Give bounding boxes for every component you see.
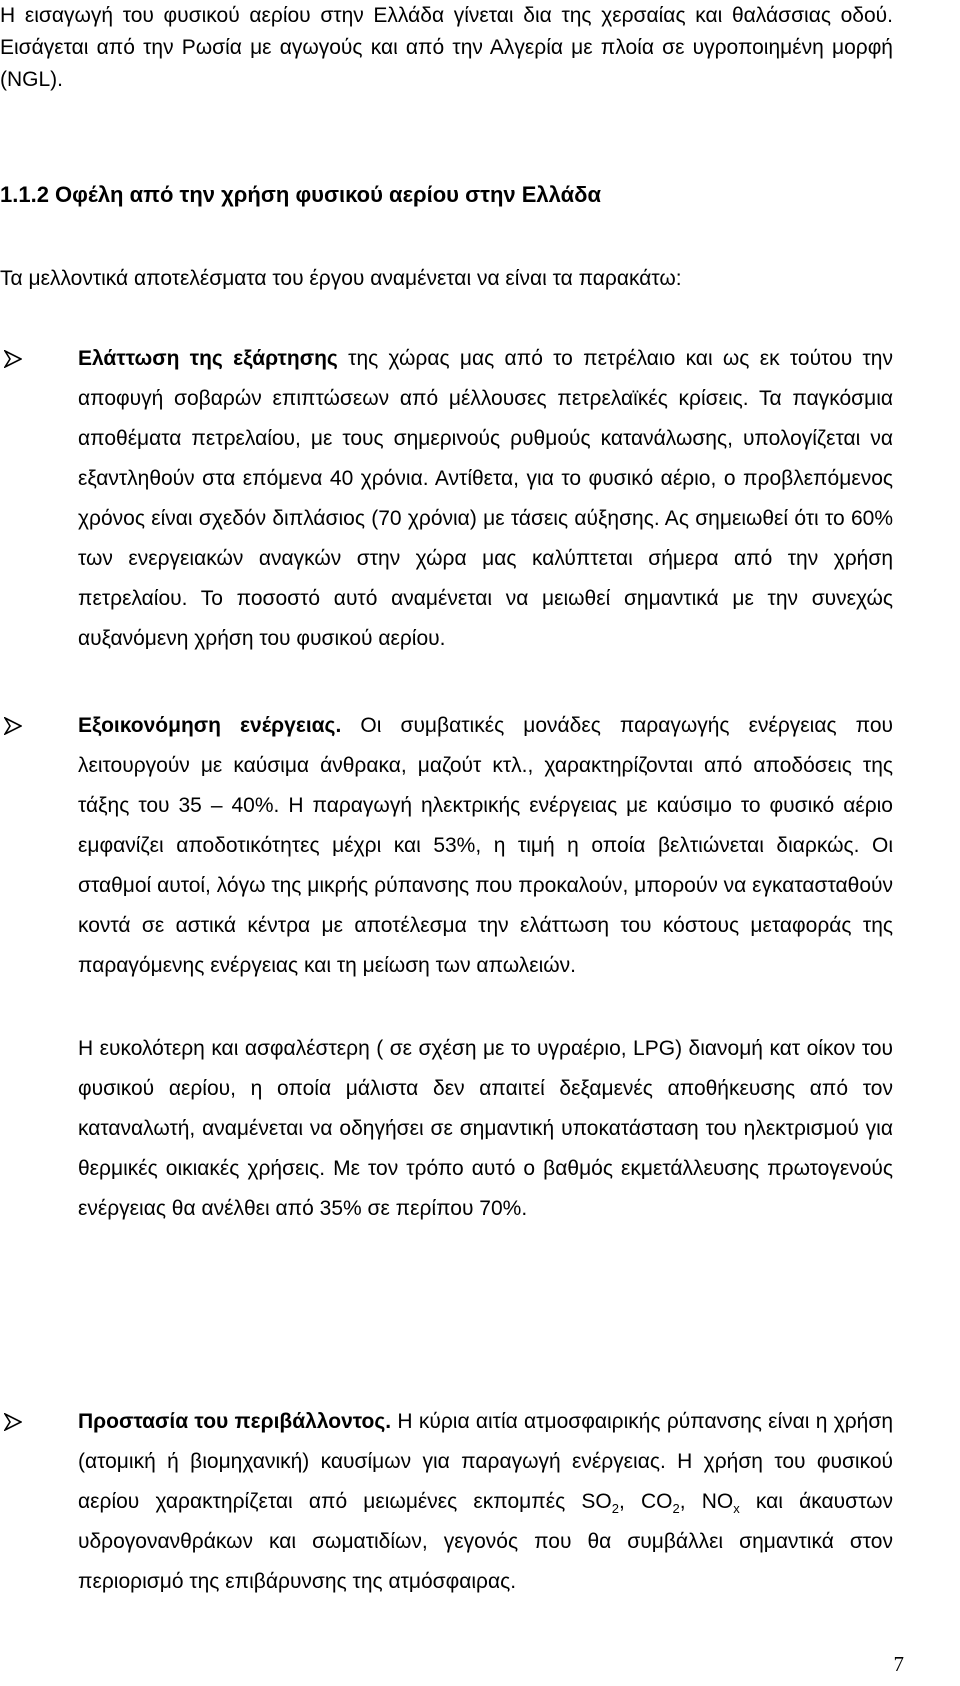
subscript: x [733,1501,740,1517]
bullet-text: και άκαυστων υδρογονανθράκων και σωματιδίων, γεγονός που θα συμβάλλει σημαντικά στον περιορισμό της επιβάρυνσης της ατμόσφαιρας. [78,1490,894,1593]
bullet-title: Εξοικονόμηση ενέργειας. [78,714,342,737]
bullet-text: Η κύρια αιτία ατμοσφαιρικής ρύπανσης είναι η χρήση (ατομική ή βιομηχανική) καυσίμων για παραγωγή ενέργειας. Η χρήση του φυσικού αερίου χαρακτηρίζεται από μειωμένες εκπομπές SO [78,1410,893,1513]
arrowhead-bullet-icon [4,717,22,735]
page-number: 7 [893,1652,904,1676]
bullet-item-dependence [78,339,893,659]
subscript: 2 [611,1501,619,1517]
bullet-text: , NO [679,1490,734,1513]
bullet-text: της χώρας μας από το πετρέλαιο και ως εκ τούτου την αποφυγή σοβαρών επιπτώσεων από μέλλουσες πετρελαϊκές κρίσεις. Τα παγκόσμια αποθέματα πετρελαίου, με τους σημερινούς ρυθμούς κατανάλωσης, υπολογίζεται να εξαντληθούν στα επόμενα 40 χρόνια. Αντίθετα, για το φυσικό αέριο, ο προβλεπόμενος χρόνος είναι σχεδόν διπλάσιος (70 χρόνια) με τάσεις αύξησης. Ας σημειωθεί ότι το 60% των ενεργειακών αναγκών στην χώρα μας καλύπτεται σήμερα από την χρήση πετρελαίου. Το ποσοστό αυτό αναμένεται να μειωθεί σημαντικά με την συνεχώς αυξανόμενη χρήση του φυσικού αερίου. [78,347,893,650]
intro-paragraph: Η εισαγωγή του φυσικού αερίου στην Ελλάδα γίνεται δια της χερσαίας και θαλάσσιας οδού. Εισάγεται από την Ρωσία με αγωγούς και από την Αλγερία με πλοία σε υγροποιημένη μορφή (NGL). [0,4,893,91]
bullet-text: , CO [618,1490,673,1513]
bullet-text: Οι συμβατικές μονάδες παραγωγής ενέργειας που λειτουργούν με καύσιμα άνθρακα, μαζούτ κτλ., χαρακτηρίζονται από αποδόσεις της τάξης του 35 – 40%. Η παραγωγή ηλεκτρικής ενέργειας με καύσιμο το φυσικό αέριο εμφανίζει αποδοτικότητες μέχρι και 53%, η τιμή η οποία βελτιώνεται διαρκώς. Οι σταθμοί αυτοί, λόγω της μικρής ρύπανσης που προκαλούν, μπορούν να εγκατασταθούν κοντά σε αστικά κέντρα με αποτέλεσμα την ελάττωση του κόστους μεταφοράς της παραγόμενης ενέργειας και τη μείωση των απωλειών. [78,714,894,977]
bullet-title: Ελάττωση της εξάρτησης [78,347,338,370]
arrowhead-bullet-icon [4,1413,22,1431]
section-heading: 1.1.2 Οφέλη από την χρήση φυσικού αερίου στην Ελλάδα [0,182,602,207]
bullet-title: Προστασία του περιβάλλοντος. [78,1410,392,1433]
bullet-item-energy-saving [78,706,893,986]
distribution-paragraph: Η ευκολότερη και ασφαλέστερη ( σε σχέση με το υγραέριο, LPG) διανομή κατ οίκον του φυσικού αερίου, η οποία μάλιστα δεν απαιτεί δεξαμενές αποθήκευσης από τον καταναλωτή, αναμένεται να οδηγήσει σε σημαντική υποκατάσταση του ηλεκτρισμού για θερμικές οικιακές χρήσεις. Με τον τρόπο αυτό ο βαθμός εκμετάλλευσης πρωτογενούς ενέργειας θα ανέλθει από 35% σε περίπου 70%. [78,1037,893,1220]
lead-paragraph: Τα μελλοντικά αποτελέσματα του έργου αναμένεται να είναι τα παρακάτω: [0,267,682,290]
bullet-item-environment [78,1402,893,1602]
subscript: 2 [672,1501,680,1517]
arrowhead-bullet-icon [4,350,22,368]
